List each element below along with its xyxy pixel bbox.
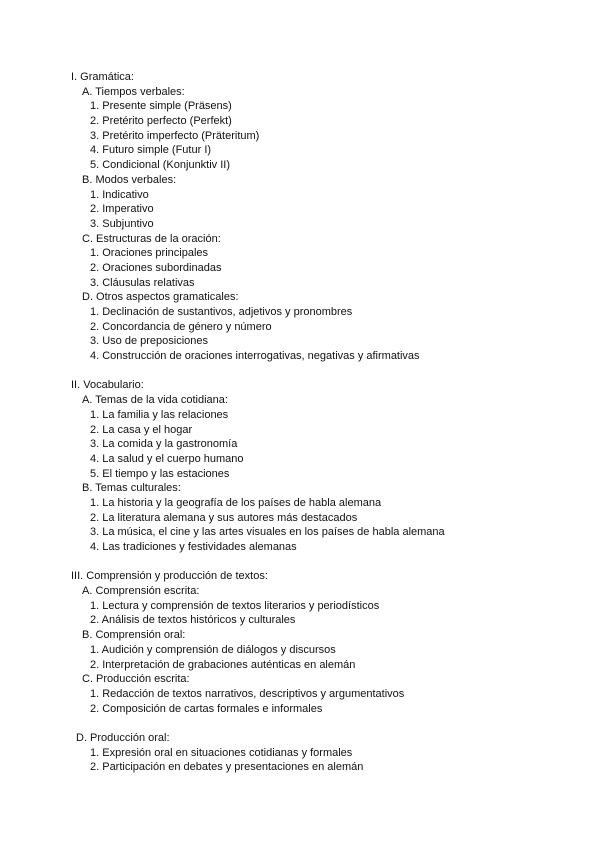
list-item: 1. Oraciones principales	[90, 247, 209, 260]
list-item: 2. Pretérito perfecto (Perfekt)	[90, 115, 232, 128]
list-item: 2. Interpretación de grabaciones auténticas en alemán	[90, 658, 356, 671]
list-item: 2. Concordancia de género y número	[90, 320, 272, 333]
subsection-heading: B. Temas culturales:	[82, 482, 181, 495]
document-page	[0, 70, 600, 775]
list-item: 5. Condicional (Konjunktiv II)	[90, 159, 231, 172]
list-item: 4. Construcción de oraciones interrogativas, negativas y afirmativas	[90, 350, 420, 363]
subsection-heading: D. Otros aspectos gramaticales:	[82, 291, 239, 304]
list-item: 1. La familia y las relaciones	[90, 408, 229, 421]
subsection-heading: B. Modos verbales:	[82, 173, 177, 186]
list-item: 1. Indicativo	[90, 188, 149, 201]
list-item: 3. Cláusulas relativas	[90, 276, 195, 289]
subsection-heading: A. Comprensión escrita:	[82, 585, 200, 598]
list-item: 2. Composición de cartas formales e informales	[90, 702, 323, 715]
list-item: 2. Participación en debates y presentaciones en alemán	[90, 761, 364, 774]
blank-line	[0, 716, 600, 731]
section-heading: I. Gramática:	[71, 71, 134, 83]
list-item: 3. La música, el cine y las artes visuales en los países de habla alemana	[90, 526, 445, 539]
list-item: 2. Imperativo	[90, 203, 154, 216]
list-item: 3. Subjuntivo	[90, 217, 154, 230]
list-item: 2. La literatura alemana y sus autores más destacados	[90, 511, 358, 524]
list-item: 3. La comida y la gastronomía	[90, 438, 238, 451]
section-heading: II. Vocabulario:	[71, 379, 144, 392]
list-item: 5. El tiempo y las estaciones	[90, 467, 230, 480]
subsection-heading: C. Estructuras de la oración:	[82, 232, 221, 245]
blank-line	[0, 555, 600, 570]
list-item: 1. Presente simple (Präsens)	[90, 100, 232, 113]
list-item: 4. Las tradiciones y festividades alemanas	[90, 541, 297, 553]
list-item: 3. Uso de preposiciones	[90, 335, 209, 348]
section-heading: III. Comprensión y producción de textos:	[71, 570, 268, 583]
list-item: 1. Redacción de textos narrativos, descriptivos y argumentativos	[90, 687, 405, 700]
blank-line	[0, 364, 600, 379]
list-item: 2. Análisis de textos históricos y culturales	[90, 614, 296, 627]
list-item: 1. Declinación de sustantivos, adjetivos y pronombres	[90, 306, 353, 318]
subsection-heading: D. Producción oral:	[76, 731, 170, 744]
list-item: 4. La salud y el cuerpo humano	[90, 452, 244, 465]
list-item: 1. Expresión oral en situaciones cotidianas y formales	[90, 746, 353, 759]
subsection-heading: C. Producción escrita:	[82, 673, 190, 686]
list-item: 1. La historia y la geografía de los países de habla alemana	[90, 496, 382, 509]
subsection-heading: A. Tiempos verbales:	[82, 85, 185, 98]
list-item: 1. Audición y comprensión de diálogos y discursos	[90, 643, 336, 656]
list-item: 2. La casa y el hogar	[90, 423, 193, 436]
list-item: 4. Futuro simple (Futur I)	[90, 144, 212, 157]
list-item: 3. Pretérito imperfecto (Präteritum)	[90, 129, 260, 142]
subsection-heading: B. Comprensión oral:	[82, 629, 186, 642]
list-item: 1. Lectura y comprensión de textos literarios y periodísticos	[90, 599, 380, 612]
subsection-heading: A. Temas de la vida cotidiana:	[82, 394, 228, 407]
list-item: 2. Oraciones subordinadas	[90, 261, 222, 274]
